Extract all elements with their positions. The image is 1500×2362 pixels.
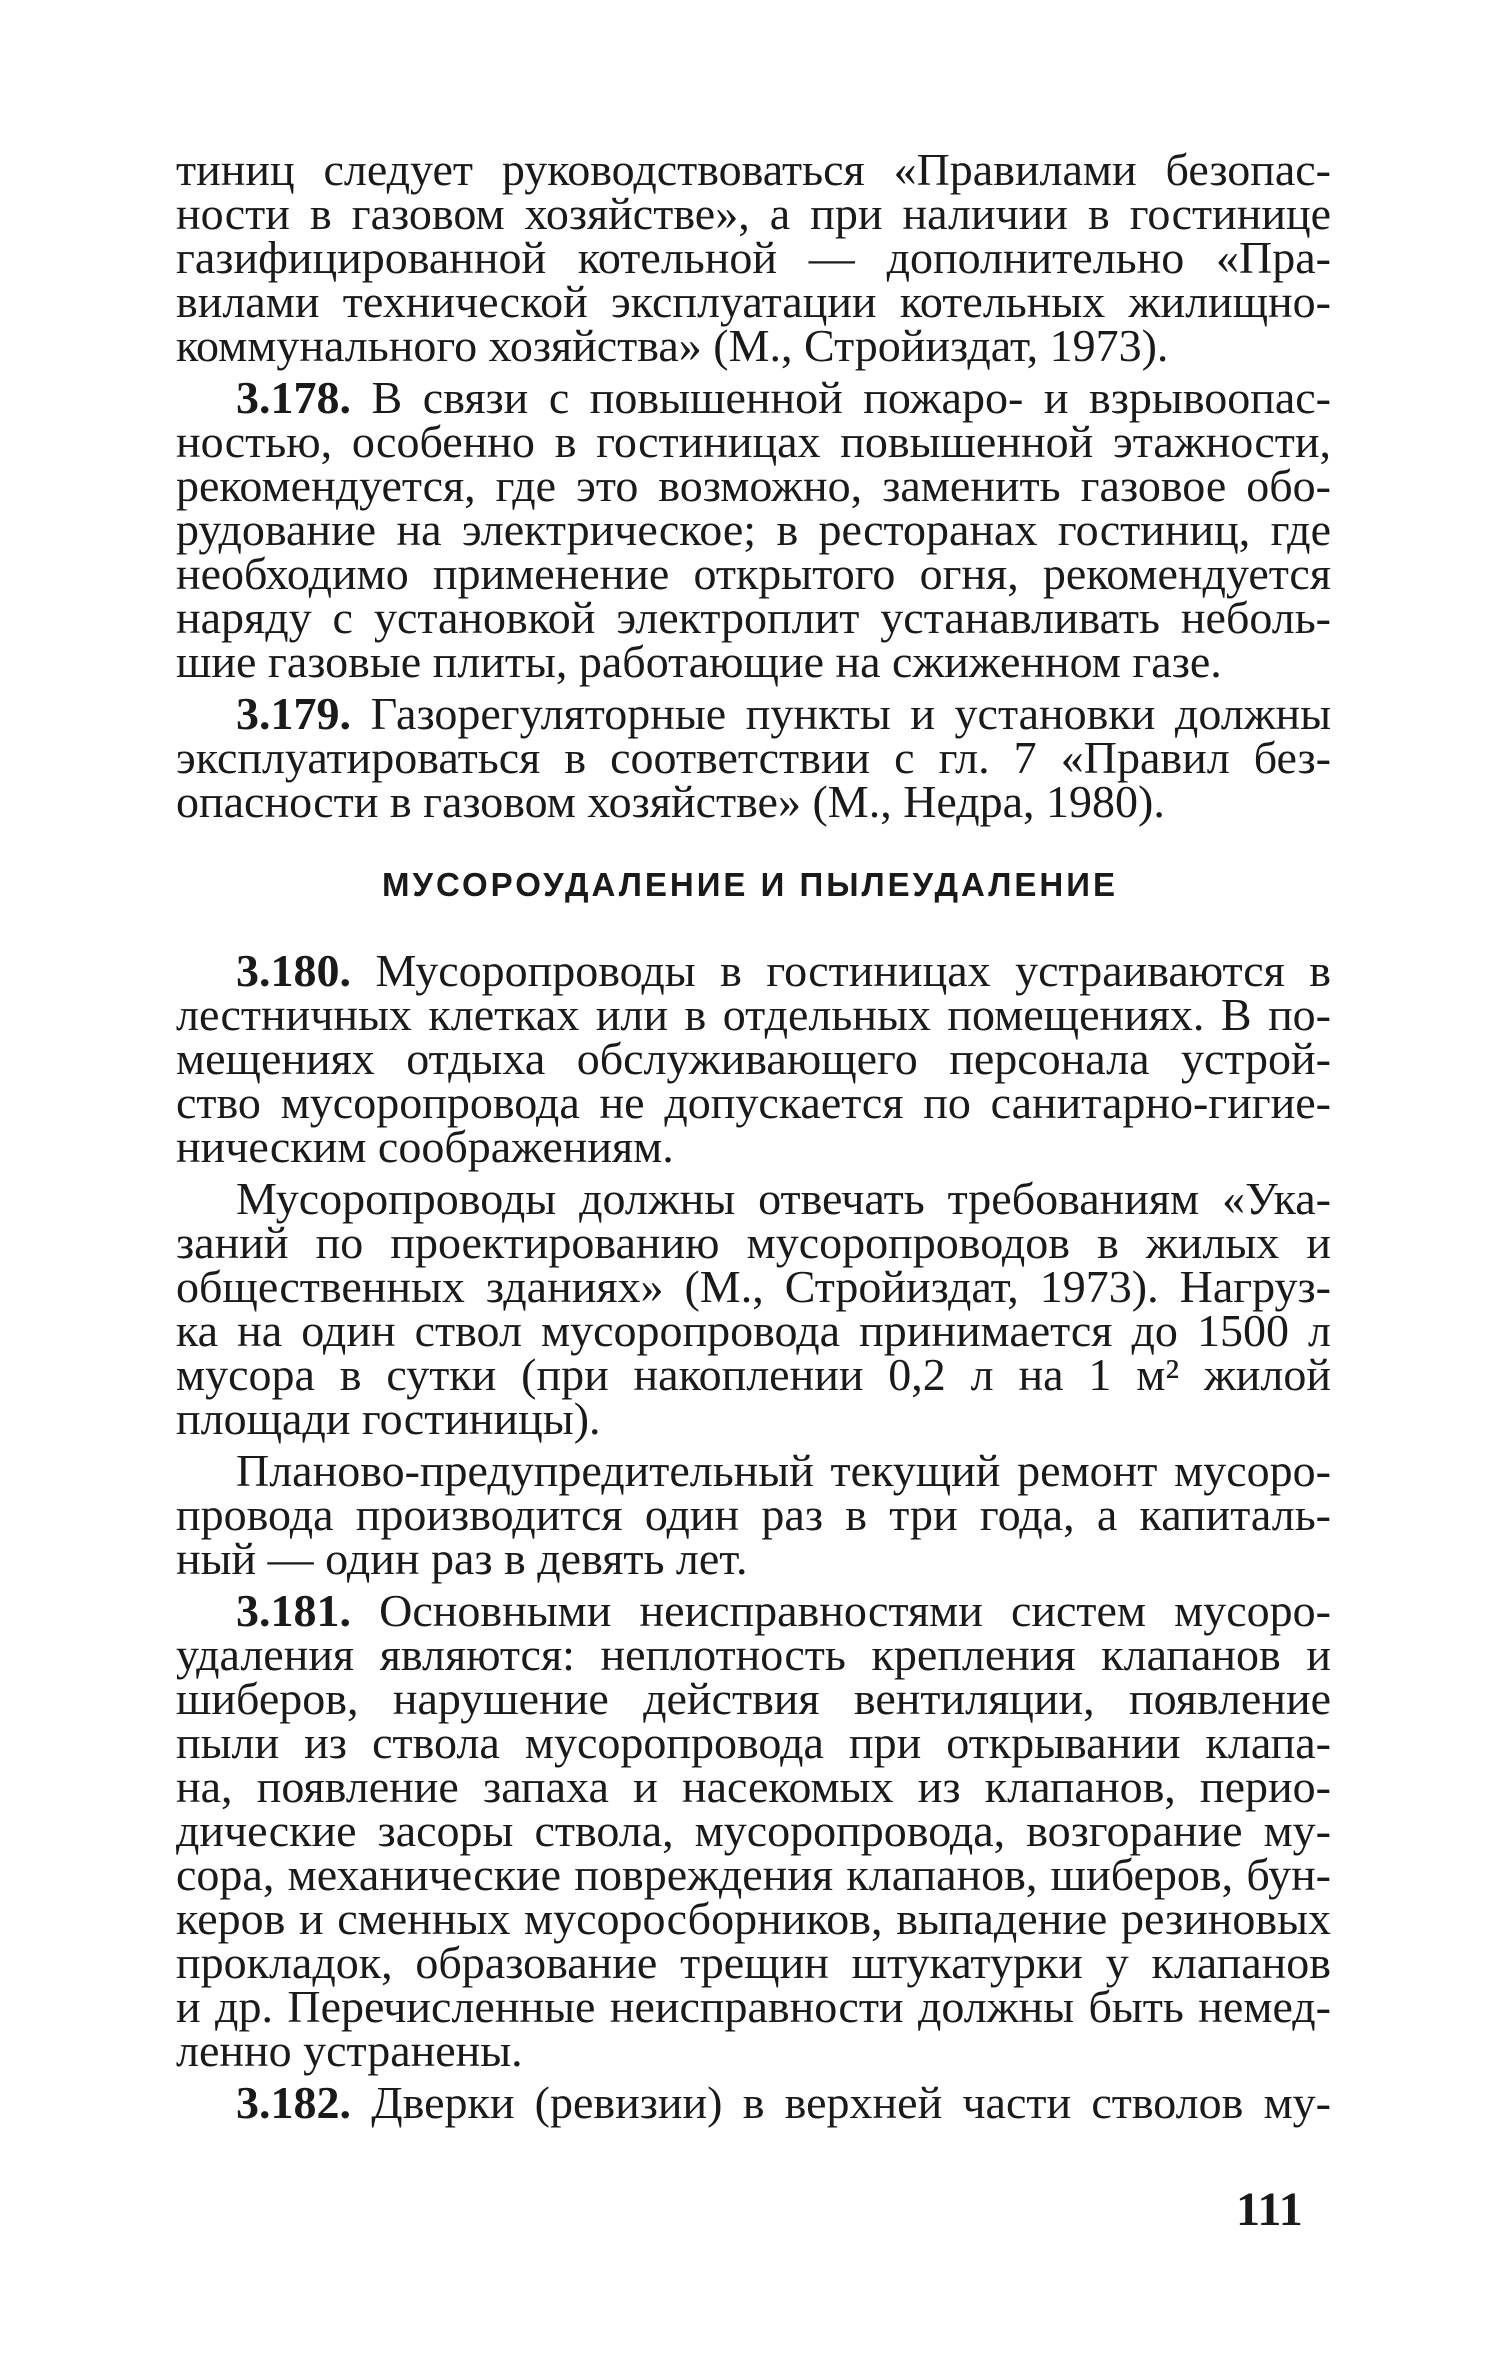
text-line: ный — один раз в девять лет.	[176, 1533, 748, 1584]
text-line: площади гостиницы).	[176, 1393, 601, 1444]
text-line: мещениях отдыха обслуживающего персонала устрой-	[176, 1033, 1331, 1084]
text-line: ка на один ствол мусоропровода принимается до 1500 л	[176, 1305, 1331, 1356]
text-line: и др. Перечисленные неисправности должны быть немед-	[176, 1981, 1331, 2032]
paragraph-text: Дверки (ревизии) в верхней части стволов му-	[351, 2077, 1331, 2128]
text-line: сора, механические повреждения клапанов, шиберов, бун-	[176, 1849, 1331, 1900]
text-line: керов и сменных мусоросборников, выпадение резиновых	[176, 1893, 1331, 1944]
paragraph-number: 3.178.	[236, 372, 351, 423]
text-line: лестничных клетках или в отдельных помещениях. В по-	[176, 989, 1331, 1040]
text-line: рудование на электрическое; в ресторанах гостиниц, где	[176, 504, 1331, 555]
text-line: мусора в сутки (при накоплении 0,2 л на 1 м² жилой	[176, 1349, 1331, 1400]
text-line: на, появление запаха и насекомых из клапанов, перио-	[176, 1761, 1331, 1812]
paragraph-text: Мусоропроводы в гостиницах устраиваются в	[351, 945, 1331, 996]
paragraph-first-line	[236, 372, 1331, 423]
text-line: газифицированной котельной — дополнительно «Пра-	[176, 232, 1331, 283]
text-line: дические засоры ствола, мусоропровода, возгорание му-	[176, 1805, 1331, 1856]
paragraph-text: В связи с повышенной пожаро- и взрывоопас-	[351, 372, 1331, 423]
text-line: ностью, особенно в гостиницах повышенной этажности,	[176, 416, 1331, 467]
text-line: ленно устранены.	[176, 2025, 523, 2076]
text-line: необходимо применение открытого огня, рекомендуется	[176, 548, 1331, 599]
paragraph-first-line	[236, 1585, 1331, 1636]
text-line: вилами технической эксплуатации котельных жилищно-	[176, 276, 1331, 327]
paragraph-number: 3.182.	[236, 2077, 351, 2128]
text-line: Мусоропроводы должны отвечать требованиям «Ука-	[236, 1173, 1331, 1224]
text-line: наряду с установкой электроплит устанавливать неболь-	[176, 592, 1331, 643]
paragraph-text: Основными неисправностями систем мусоро-	[351, 1585, 1331, 1636]
paragraph-first-line	[236, 688, 1331, 739]
text-line: общественных зданиях» (М., Стройиздат, 1973). Нагруз-	[176, 1261, 1331, 1312]
text-line: ности в газовом хозяйстве», а при наличии в гостинице	[176, 188, 1331, 239]
text-line: коммунального хозяйства» (М., Стройиздат, 1973).	[176, 320, 1169, 371]
text-line: заний по проектированию мусоропроводов в жилых и	[176, 1217, 1331, 1268]
text-line: провода производится один раз в три года, а капиталь-	[176, 1489, 1331, 1540]
text-line: рекомендуется, где это возможно, заменить газовое обо-	[176, 460, 1331, 511]
paragraph-first-line	[236, 2077, 1331, 2128]
paragraph-first-line	[236, 945, 1331, 996]
text-line: ство мусоропровода не допускается по санитарно-гигие-	[176, 1077, 1331, 1128]
text-line: Планово-предупредительный текущий ремонт мусоро-	[236, 1445, 1331, 1496]
paragraph-number: 3.181.	[236, 1585, 351, 1636]
text-line: шие газовые плиты, работающие на сжиженном газе.	[176, 636, 1222, 687]
text-line: тиниц следует руководствоваться «Правилами безопас-	[176, 144, 1331, 195]
text-line: пыли из ствола мусоропровода при открывании клапа-	[176, 1717, 1331, 1768]
text-line: эксплуатироваться в соответствии с гл. 7 «Правил без-	[176, 732, 1331, 783]
paragraph-text: Газорегуляторные пункты и установки должны	[351, 688, 1331, 739]
text-line: ническим соображениям.	[176, 1121, 674, 1172]
text-line: шиберов, нарушение действия вентиляции, появление	[176, 1673, 1331, 1724]
text-line: прокладок, образование трещин штукатурки у клапанов	[176, 1937, 1331, 1988]
paragraph-number: 3.180.	[236, 945, 351, 996]
paragraph-number: 3.179.	[236, 688, 351, 739]
text-line: опасности в газовом хозяйстве» (М., Недра, 1980).	[176, 776, 1165, 827]
text-line: удаления являются: неплотность крепления клапанов и	[176, 1629, 1331, 1680]
section-heading: МУСОРОУДАЛЕНИЕ И ПЫЛЕУДАЛЕНИЕ	[381, 866, 1118, 903]
page-number: 111	[1236, 2183, 1303, 2236]
